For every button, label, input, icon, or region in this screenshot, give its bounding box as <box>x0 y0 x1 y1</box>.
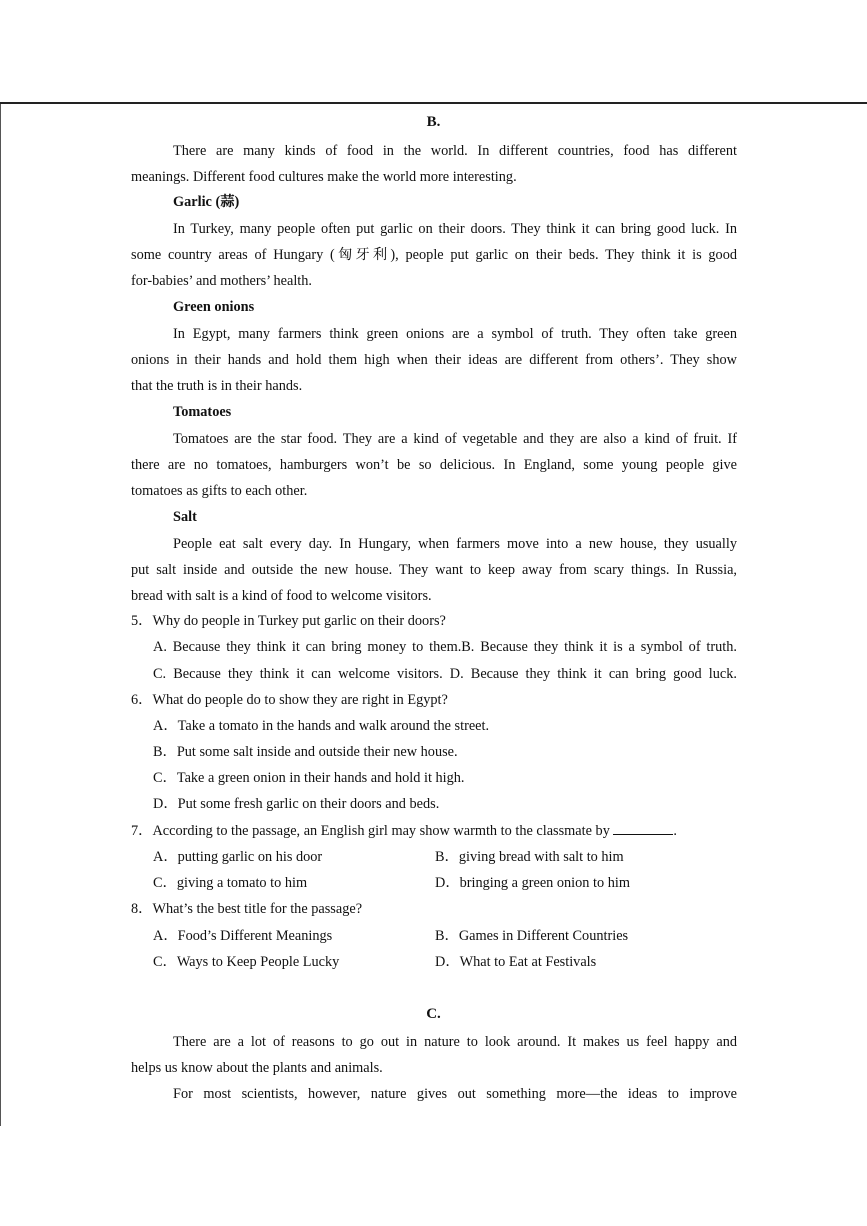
green-onions-line-2: onions in their hands and hold them high when their ideas are different from others’. They show <box>131 352 737 368</box>
section-c-line-3: For most scientists, however, nature gives out something more—the ideas to improve <box>173 1086 737 1102</box>
q8-option-a: A．Food’s Different Meanings <box>153 928 333 944</box>
intro-line-2: meanings. Different food cultures make the world more interesting. <box>131 169 517 185</box>
q8-stem: 8．What’s the best title for the passage? <box>131 901 363 917</box>
q6-option-d: D．Put some fresh garlic on their doors and beds. <box>153 796 440 812</box>
garlic-line-3: for-babies’ and mothers’ health. <box>131 273 313 289</box>
q6-option-c: C．Take a green onion in their hands and hold it high. <box>153 770 465 786</box>
q7-option-b: B．giving bread with salt to him <box>435 849 624 865</box>
q8-option-d: D．What to Eat at Festivals <box>435 954 597 970</box>
q6-option-a: A．Take a tomato in the hands and walk around the street. <box>153 718 490 734</box>
q7-answer-blank <box>613 822 673 835</box>
q7-stem-line <box>131 822 677 840</box>
garlic-heading: Garlic (蒜) <box>173 194 240 210</box>
green-onions-line-1: In Egypt, many farmers think green onions are a symbol of truth. They often take green <box>173 326 737 342</box>
q8-option-c: C．Ways to Keep People Lucky <box>153 954 340 970</box>
q7-stem: 7．According to the passage, an English girl may show warmth to the classmate by <box>131 823 610 839</box>
intro-line-1: There are many kinds of food in the world. In different countries, food has different <box>173 143 737 159</box>
salt-line-1: People eat salt every day. In Hungary, when farmers move into a new house, they usually <box>173 536 737 552</box>
q7-option-a: A．putting garlic on his door <box>153 849 323 865</box>
tomatoes-heading: Tomatoes <box>173 404 232 420</box>
salt-line-2: put salt inside and outside the new house. They want to keep away from scary things. In Russia, <box>131 562 737 578</box>
section-b-title: B. <box>426 114 441 130</box>
page-top-border <box>0 102 867 104</box>
tomatoes-line-3: tomatoes as gifts to each other. <box>131 483 308 499</box>
q7-option-c: C．giving a tomato to him <box>153 875 308 891</box>
q6-stem: 6．What do people do to show they are right in Egypt? <box>131 692 448 708</box>
section-c-line-1: There are a lot of reasons to go out in nature to look around. It makes us feel happy and <box>173 1034 737 1050</box>
q7-option-d: D．bringing a green onion to him <box>435 875 630 891</box>
section-c-line-2: helps us know about the plants and animals. <box>131 1060 383 1076</box>
q5-stem: 5．Why do people in Turkey put garlic on their doors? <box>131 613 446 629</box>
green-onions-line-3: that the truth is in their hands. <box>131 378 303 394</box>
page-left-border <box>0 104 1 1126</box>
q5-options-line-1: A. Because they think it can bring money to them.B. Because they think it is a symbol of truth. <box>153 639 737 655</box>
garlic-line-2: some country areas of Hungary (匈牙利), people put garlic on their beds. They think it is good <box>131 247 737 263</box>
q6-option-b: B．Put some salt inside and outside their new house. <box>153 744 458 760</box>
green-onions-heading: Green onions <box>173 299 255 315</box>
q8-option-b: B．Games in Different Countries <box>435 928 629 944</box>
q7-stem-end: . <box>673 823 677 839</box>
salt-heading: Salt <box>173 509 197 525</box>
q5-options-line-2: C. Because they think it can welcome visitors. D. Because they think it can bring good luck. <box>153 666 737 682</box>
tomatoes-line-2: there are no tomatoes, hamburgers won’t be so delicious. In England, some young people give <box>131 457 737 473</box>
garlic-line-1: In Turkey, many people often put garlic on their doors. They think it can bring good luck. In <box>173 221 737 237</box>
salt-line-3: bread with salt is a kind of food to welcome visitors. <box>131 588 432 604</box>
tomatoes-line-1: Tomatoes are the star food. They are a kind of vegetable and they are also a kind of fruit. If <box>173 431 737 447</box>
section-c-title: C. <box>426 1006 441 1022</box>
